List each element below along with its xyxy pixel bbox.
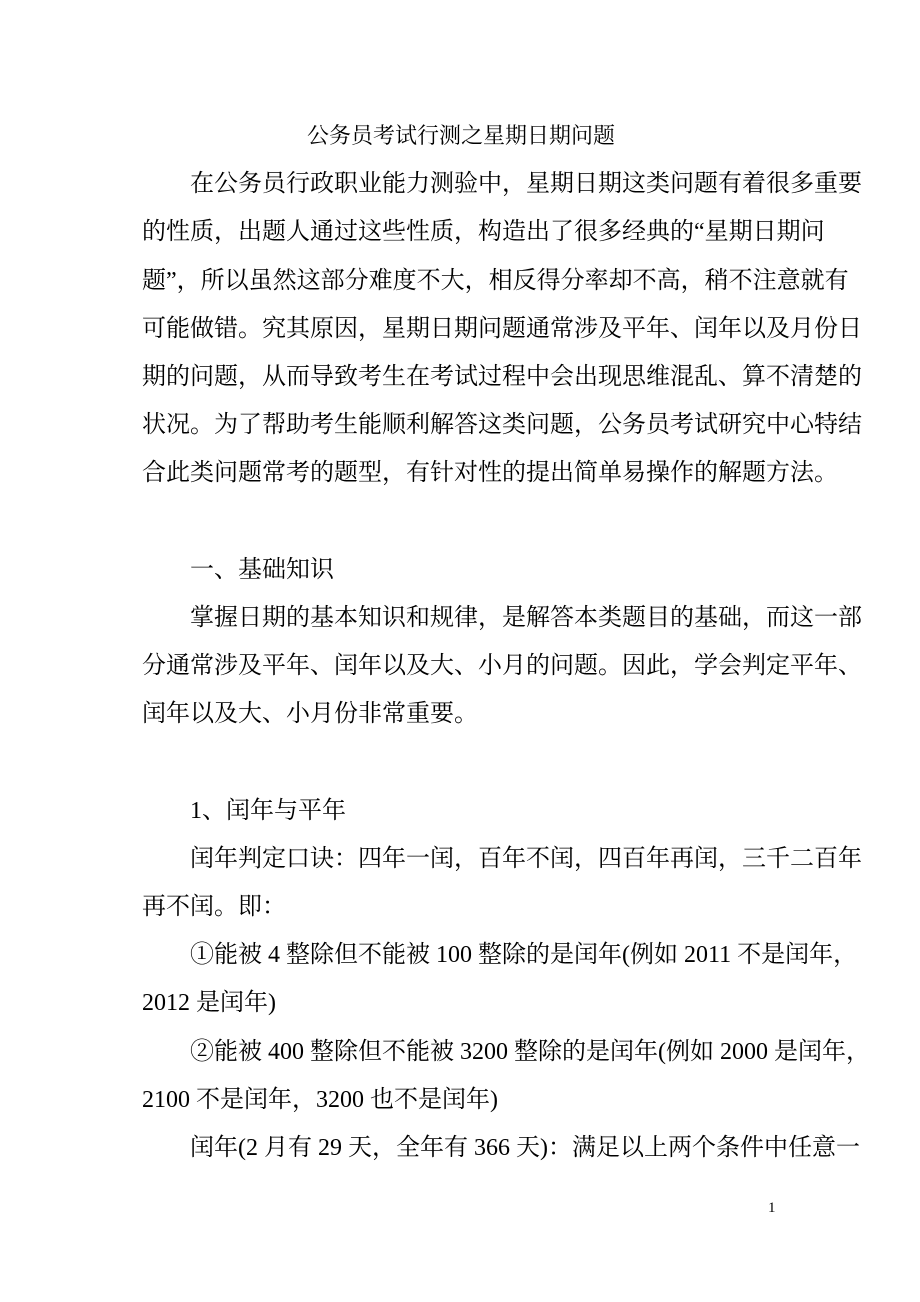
subsection-heading: 1、闰年与平年	[190, 797, 346, 824]
text-line: 闰年(2 月有 29 天，全年有 366 天)：满足以上两个条件中任意一	[190, 1134, 860, 1161]
text-line: 掌握日期的基本知识和规律，是解答本类题目的基础，而这一部	[190, 604, 862, 631]
text-line: ②能被 400 整除但不能被 3200 整除的是闰年(例如 2000 是闰年，	[190, 1038, 870, 1065]
text-line: 期的问题，从而导致考生在考试过程中会出现思维混乱、算不清楚的	[142, 363, 862, 390]
section-heading: 一、基础知识	[190, 556, 334, 583]
text-line: 再不闰。即：	[142, 894, 286, 920]
section-paragraph	[142, 835, 870, 1172]
text-line: 在公务员行政职业能力测验中，星期日期这类问题有着很多重要	[190, 171, 862, 198]
section-paragraph	[142, 594, 862, 739]
page-number: 1	[768, 1200, 776, 1216]
text-line: 题”，所以虽然这部分难度不大，相反得分率却不高，稍不注意就有	[142, 267, 849, 294]
text-line: 2100 不是闰年，3200 也不是闰年)	[142, 1086, 498, 1113]
text-line: ①能被 4 整除但不能被 100 整除的是闰年(例如 2011 不是闰年，	[190, 942, 858, 969]
text-line: 合此类问题常考的题型，有针对性的提出简单易操作的解题方法。	[142, 460, 838, 487]
text-line: 2012 是闰年)	[142, 990, 276, 1017]
text-line: 可能做错。究其原因，星期日期问题通常涉及平年、闰年以及月份日	[142, 315, 862, 342]
intro-paragraph	[142, 160, 862, 497]
document-page	[142, 112, 870, 1172]
text-line: 状况。为了帮助考生能顺利解答这类问题，公务员考试研究中心特结	[142, 412, 862, 439]
text-line: 闰年以及大、小月份非常重要。	[142, 701, 478, 728]
document-title: 公务员考试行测之星期日期问题	[306, 123, 615, 148]
text-line: 分通常涉及平年、闰年以及大、小月的问题。因此，学会判定平年、	[142, 653, 862, 680]
text-line: 闰年判定口诀：四年一闰，百年不闰，四百年再闰，三千二百年	[190, 845, 862, 872]
text-line: 的性质，出题人通过这些性质，构造出了很多经典的“星期日期问	[142, 219, 825, 246]
